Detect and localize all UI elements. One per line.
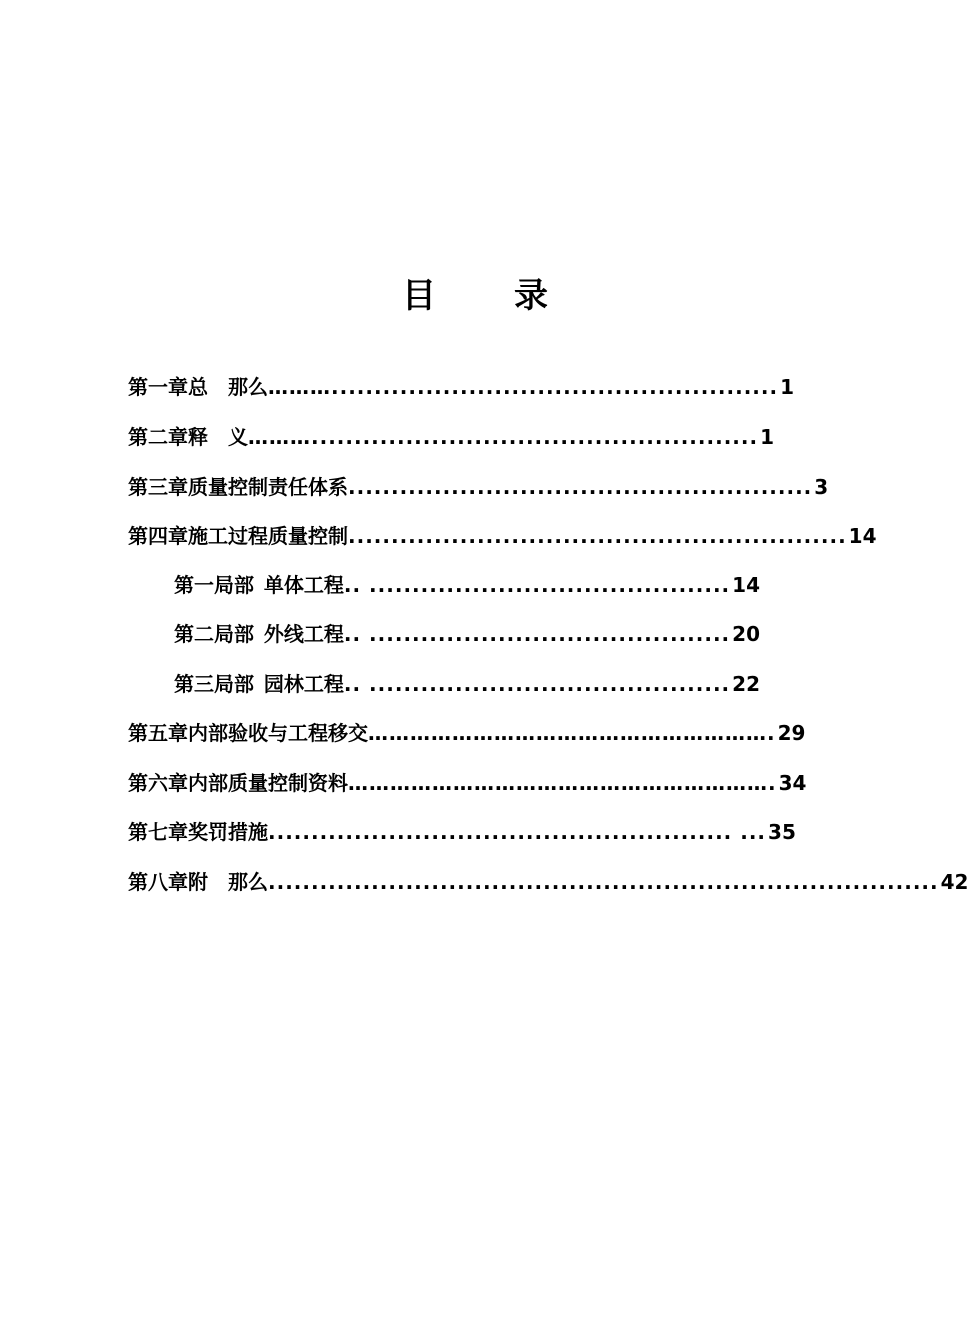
toc-entry-label: 释 义 bbox=[188, 425, 248, 449]
toc-entry-leader: ...................................................... ... bbox=[268, 820, 767, 844]
toc-entry-chapter-2[interactable] bbox=[128, 422, 774, 452]
toc-entry-page: 35 bbox=[768, 820, 796, 844]
toc-entry-number: 第一局部 bbox=[174, 573, 254, 597]
toc-entry-page: 14 bbox=[732, 573, 760, 597]
toc-entry-number: 第六章 bbox=[128, 771, 188, 795]
toc-entry-label: 总 那么 bbox=[188, 375, 268, 399]
toc-entry-page: 42 bbox=[940, 870, 968, 894]
toc-title-char-left: 目 bbox=[402, 276, 436, 316]
toc-entry-chapter-6[interactable] bbox=[128, 768, 807, 798]
toc-entry-leader: .. .......................................... bbox=[343, 573, 731, 597]
toc-title bbox=[0, 268, 950, 317]
toc-entry-number: 第五章 bbox=[128, 721, 188, 745]
toc-entry-number: 第二局部 bbox=[174, 622, 254, 646]
toc-entry-leader: ...................................................... bbox=[348, 475, 813, 499]
toc-entry-leader: .............................................................................. bbox=[268, 870, 939, 894]
toc-title-char-right: 录 bbox=[514, 276, 548, 316]
toc-entry-leader: ……………………………………………………. bbox=[348, 771, 777, 795]
toc-entry-leader: ……….................................................... bbox=[268, 375, 779, 399]
toc-entry-section-2[interactable] bbox=[174, 619, 760, 649]
toc-entry-number: 第三局部 bbox=[174, 672, 254, 696]
toc-entry-number: 第四章 bbox=[128, 524, 188, 548]
toc-entry-page: 29 bbox=[777, 721, 806, 745]
toc-entry-chapter-7[interactable] bbox=[128, 817, 796, 847]
toc-entry-chapter-8[interactable] bbox=[128, 867, 968, 897]
toc-entry-chapter-4[interactable] bbox=[128, 521, 877, 551]
toc-entry-page: 1 bbox=[760, 425, 774, 449]
toc-entry-label: 附 那么 bbox=[188, 870, 268, 894]
toc-entry-label: 外线工程 bbox=[263, 622, 344, 646]
toc-entry-label: 奖罚措施 bbox=[188, 820, 268, 844]
toc-entry-chapter-3[interactable] bbox=[128, 472, 829, 502]
toc-entry-number: 第二章 bbox=[128, 425, 188, 449]
toc-entry-chapter-1[interactable] bbox=[128, 372, 794, 402]
toc-entry-number: 第一章 bbox=[128, 375, 188, 399]
toc-entry-label: 园林工程 bbox=[263, 672, 344, 696]
toc-entry-leader: .......................................................... bbox=[348, 524, 847, 548]
toc-entry-leader: .. .......................................... bbox=[343, 672, 731, 696]
toc-entry-leader: .. .......................................... bbox=[343, 622, 731, 646]
toc-entry-label: 单体工程 bbox=[263, 573, 344, 597]
toc-entry-label: 质量控制责任体系 bbox=[188, 475, 348, 499]
toc-entry-label: 内部质量控制资料 bbox=[188, 771, 348, 795]
toc-entry-label: 施工过程质量控制 bbox=[188, 524, 348, 548]
toc-entry-page: 14 bbox=[848, 524, 877, 548]
toc-entry-chapter-5[interactable] bbox=[128, 718, 806, 748]
toc-entry-section-3[interactable] bbox=[174, 669, 760, 699]
toc-entry-number: 第七章 bbox=[128, 820, 188, 844]
toc-entry-page: 3 bbox=[814, 475, 829, 499]
toc-entry-section-1[interactable] bbox=[174, 570, 760, 600]
toc-entry-page: 22 bbox=[732, 672, 760, 696]
toc-entry-label: 内部验收与工程移交 bbox=[188, 721, 368, 745]
toc-entry-page: 1 bbox=[780, 375, 794, 399]
toc-entry-leader: …………………………………………………. bbox=[368, 721, 776, 745]
toc-entry-leader: ……….................................................... bbox=[248, 425, 759, 449]
toc-entry-number: 第三章 bbox=[128, 475, 188, 499]
toc-entry-page: 34 bbox=[778, 771, 807, 795]
toc-entry-page: 20 bbox=[732, 622, 760, 646]
toc-entry-number: 第八章 bbox=[128, 870, 188, 894]
